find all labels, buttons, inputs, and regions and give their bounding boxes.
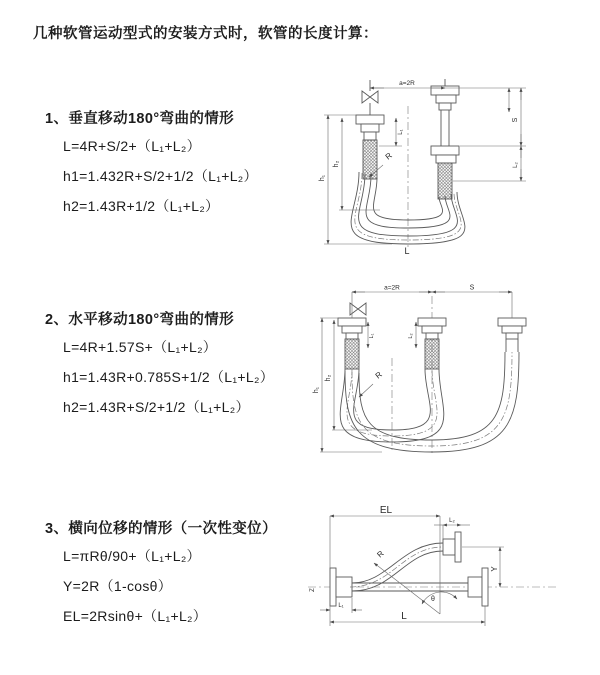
formula-h2: h2=1.43R+S/2+1/2（L₁+L₂） [63, 399, 250, 415]
dim-label-a2r: a=2R [384, 284, 400, 292]
diagram-vertical-180-bend [312, 66, 597, 256]
axis-label-z: Z [310, 588, 316, 592]
angle-label-theta: θ [431, 596, 435, 603]
page-title: 几种软管运动型式的安装方式时，软管的长度计算： [33, 26, 378, 42]
dim-label-y: Y [490, 566, 499, 572]
radius-label: R [375, 548, 386, 560]
braided-hose-section [345, 339, 359, 369]
dimension-lines [320, 292, 512, 452]
braided-hose-section [438, 163, 452, 199]
radius-label: R [373, 369, 384, 381]
middle-flange-fitting [418, 318, 446, 369]
dimension-labels [310, 505, 499, 622]
formula-y: Y=2R（1-cosθ） [63, 578, 173, 594]
valve-icon [362, 91, 378, 103]
left-leg-fitting [356, 80, 384, 179]
dim-label-l2: L₂ [513, 162, 519, 168]
dim-label-h2: h₂ [325, 374, 332, 382]
section-2-heading: 2、水平移动180°弯曲的情形 [45, 312, 235, 328]
dimension-labels [319, 80, 519, 256]
braided-hose-section [425, 339, 439, 369]
dim-label-h1: h₁ [319, 174, 326, 182]
right-flange-fitting [498, 318, 526, 352]
dim-label-s: S [512, 117, 519, 123]
dim-label-l2: L₂ [408, 333, 414, 339]
diagram-lateral-displacement [302, 502, 600, 670]
length-label: L [404, 246, 410, 256]
formula-h1: h1=1.432R+S/2+1/2（L₁+L₂） [63, 168, 258, 184]
formula-length: L=πRθ/90+（L₁+L₂） [63, 548, 201, 564]
upper-flange-fitting [443, 532, 461, 562]
formula-length: L=4R+1.57S+（L₁+L₂） [63, 339, 218, 355]
dim-label-h2: h₂ [333, 160, 340, 168]
dim-label-l: L [401, 611, 407, 622]
section-1-heading: 1、垂直移动180°弯曲的情形 [45, 111, 235, 127]
dim-label-s: S [469, 284, 475, 292]
dim-label-l1: L₁ [338, 603, 344, 609]
valve-icon [350, 303, 366, 315]
formula-h2: h2=1.43R+1/2（L₁+L₂） [63, 198, 220, 214]
left-flange-fitting [338, 318, 366, 369]
dim-label-el: EL [379, 505, 393, 516]
dimension-labels [313, 285, 475, 394]
left-flange-fitting [330, 568, 352, 606]
dim-label-h1: h₁ [313, 386, 320, 394]
dim-label-a2r: a=2R [399, 80, 415, 87]
hose-s-curve [350, 543, 443, 591]
dim-label-l1: L₁ [398, 129, 404, 135]
dim-label-l1: L₁ [369, 333, 375, 339]
braided-hose-section [363, 140, 377, 179]
dimension-lines [324, 88, 526, 244]
formula-h1: h1=1.43R+0.785S+1/2（L₁+L₂） [63, 369, 274, 385]
dim-label-l2: L₂ [449, 518, 455, 524]
section-3-heading: 3、横向位移的情形（一次性变位） [45, 521, 277, 537]
diagram-horizontal-180-bend [312, 282, 600, 462]
formula-length: L=4R+S/2+（L₁+L₂） [63, 138, 201, 154]
dimension-lines [320, 516, 504, 626]
radius-label: R [383, 150, 394, 162]
formula-el: EL=2Rsinθ+（L₁+L₂） [63, 608, 208, 624]
